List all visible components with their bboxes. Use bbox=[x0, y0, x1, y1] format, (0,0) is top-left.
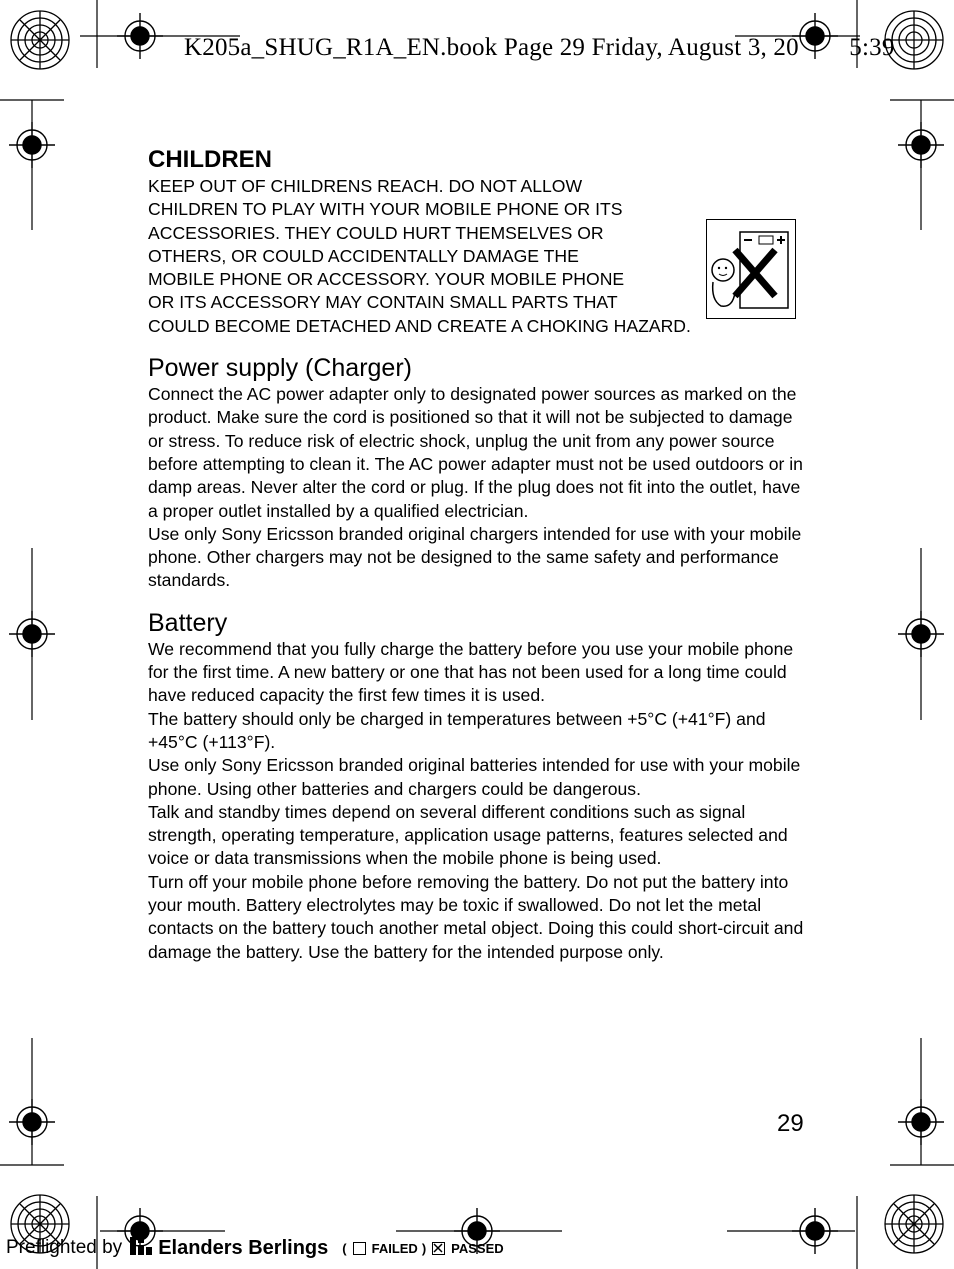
children-heading: CHILDREN bbox=[148, 146, 272, 173]
battery-section bbox=[148, 608, 808, 964]
close-paren: ) bbox=[421, 1240, 427, 1256]
children-line-1: KEEP OUT OF CHILDRENS REACH. DO NOT ALLOW bbox=[148, 176, 583, 196]
power-supply-paragraph-1: Connect the AC power adapter only to designated power sources as marked on the product. Make sure the cord is positioned so that it will not be subjected to damage or stress. To reduce risk of electric shock, unplug the unit from any power source before attempting to clean it. The AC power adapter must not be used outdoors or in damp areas. Never alter the cord or plug. If the plug does not fit into the outlet, have a proper outlet installed by a qualified electrician. bbox=[148, 384, 803, 521]
failed-checkbox bbox=[353, 1242, 366, 1255]
passed-label: PASSED bbox=[451, 1240, 504, 1256]
power-supply-heading: Power supply (Charger) bbox=[148, 354, 412, 383]
power-supply-section bbox=[148, 353, 808, 593]
children-line-6: OR ITS ACCESSORY MAY CONTAIN SMALL PARTS THAT bbox=[148, 292, 618, 313]
book-header bbox=[184, 34, 895, 62]
children-line-7: COULD BECOME DETACHED AND CREATE A CHOKING HAZARD. bbox=[148, 315, 691, 336]
page-content bbox=[148, 145, 808, 979]
children-body bbox=[148, 175, 808, 338]
page-number: 29 bbox=[777, 1110, 804, 1137]
elanders-logo-icon bbox=[130, 1235, 152, 1261]
power-supply-paragraph-2: Use only Sony Ericsson branded original chargers intended for use with your mobile phone. Other chargers may not be designed to the same safety and performance standards. bbox=[148, 523, 802, 591]
children-line-4: OTHERS, OR COULD ACCIDENTALLY DAMAGE THE bbox=[148, 245, 579, 266]
header-time: 5:39 bbox=[849, 34, 895, 61]
battery-paragraph-4: Talk and standby times depend on several different conditions such as signal strength, operating temperature, application usage patterns, features selected and voice or data transmissions when the mobile phone is being used. bbox=[148, 801, 788, 869]
brand-name: Elanders Berlings bbox=[158, 1236, 329, 1259]
preflight-footer bbox=[6, 1235, 504, 1261]
battery-paragraph-3: Use only Sony Ericsson branded original batteries intended for use with your mobile phone. Using other batteries and chargers could be dangerous. bbox=[148, 755, 801, 799]
children-line-3: ACCESSORIES. THEY COULD HURT THEMSELVES OR bbox=[148, 222, 604, 243]
passed-checkbox-checked bbox=[432, 1242, 445, 1255]
children-line-5: MOBILE PHONE OR ACCESSORY. YOUR MOBILE PHONE bbox=[148, 269, 625, 290]
battery-paragraph-2: The battery should only be charged in temperatures between +5°C (+41°F) and +45°C (+113°F). bbox=[148, 708, 766, 752]
open-paren: ( bbox=[342, 1240, 347, 1256]
failed-label: FAILED bbox=[371, 1240, 418, 1256]
children-section bbox=[148, 145, 808, 338]
children-line-2: CHILDREN TO PLAY WITH YOUR MOBILE PHONE OR ITS bbox=[148, 199, 623, 220]
battery-heading: Battery bbox=[148, 608, 228, 637]
header-text: K205a_SHUG_R1A_EN.book Page 29 Friday, August 3, 20 bbox=[184, 34, 799, 61]
battery-paragraph-1: We recommend that you fully charge the battery before you use your mobile phone for the first time. A new battery or one that has not been used for a long time could have reduced capacity the first few times it is used. bbox=[148, 638, 794, 706]
battery-paragraph-5: Turn off your mobile phone before removing the battery. Do not put the battery into your mouth. Battery electrolytes may be toxic if swallowed. Do not let the metal contacts on the battery touch another metal object. Doing this could short-circuit and damage the battery. Use the battery for the intended purpose only. bbox=[148, 871, 804, 962]
no-children-battery-icon bbox=[706, 219, 796, 319]
preflighted-label: Preflighted by bbox=[6, 1237, 123, 1258]
